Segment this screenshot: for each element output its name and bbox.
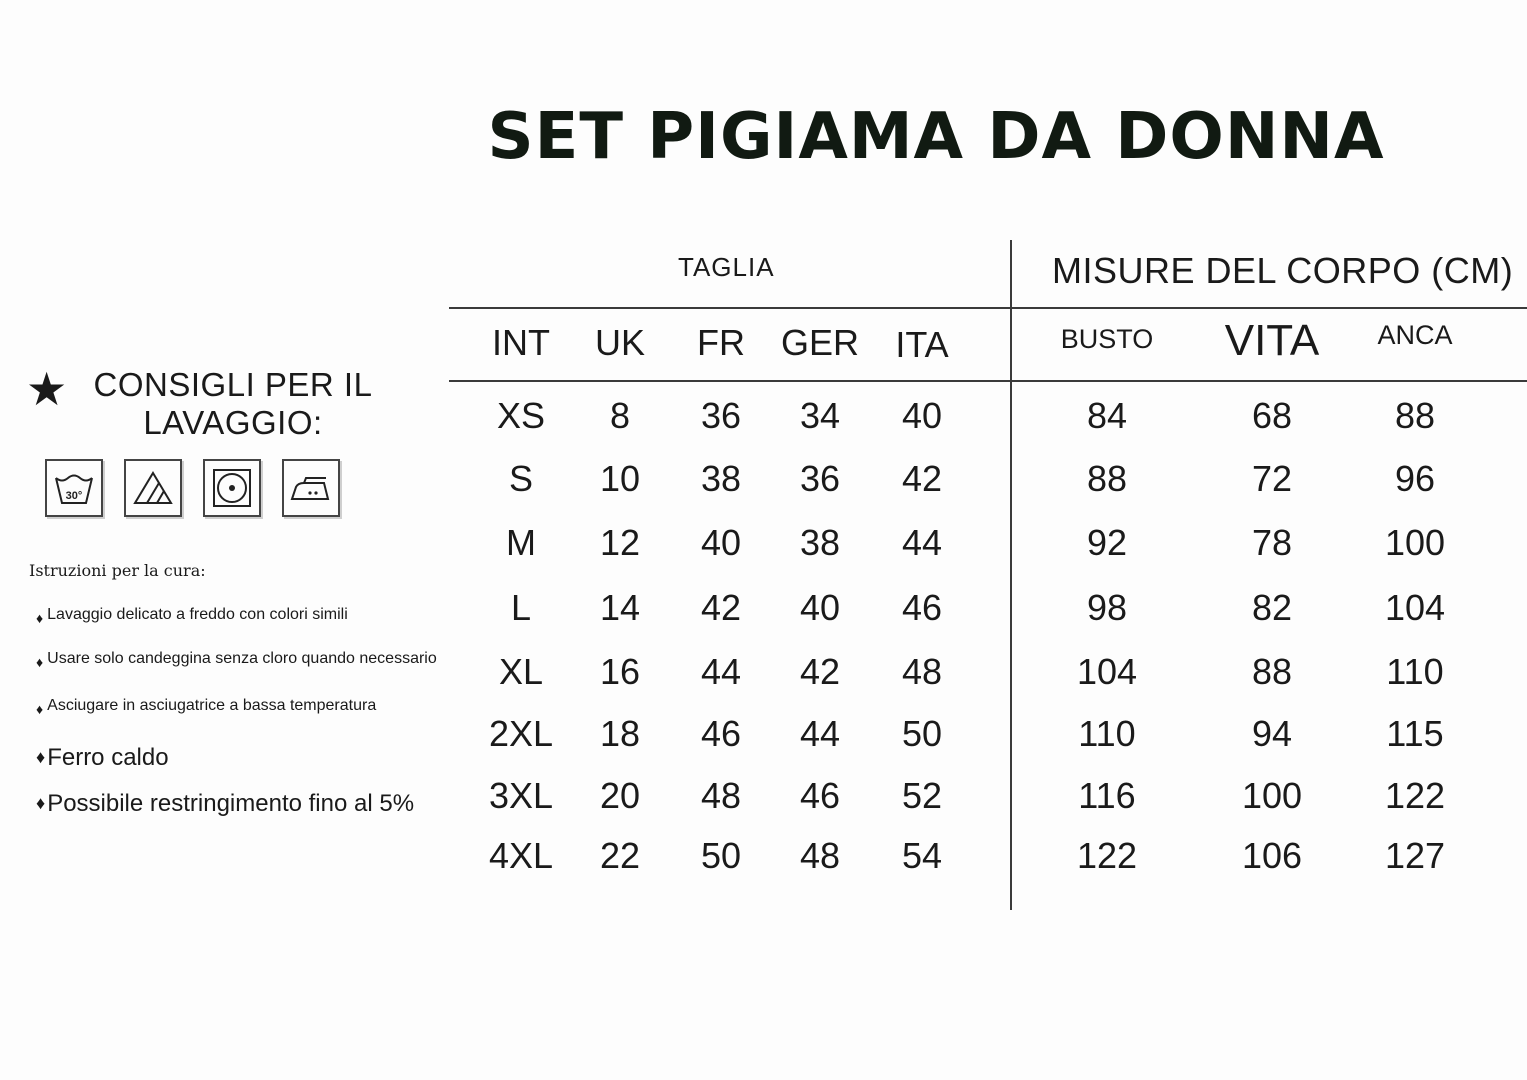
table-cell: XS: [496, 395, 546, 436]
table-cell: 22: [599, 835, 641, 876]
table-cell: 40: [901, 395, 943, 436]
wash-temp-label: 30°: [65, 490, 83, 502]
table-cell: 54: [901, 835, 943, 876]
table-cell: 92: [1086, 522, 1128, 563]
page-title: SET PIGIAMA DA DONNA: [487, 100, 1385, 174]
table-cell: 88: [1086, 458, 1128, 499]
column-header-uk: UK: [594, 322, 645, 363]
table-cell: 4XL: [488, 835, 554, 876]
table-cell: 94: [1251, 713, 1293, 754]
table-cell: 46: [799, 775, 841, 816]
table-cell: 84: [1086, 395, 1128, 436]
table-cell: 46: [901, 587, 943, 628]
table-cell: 44: [799, 713, 841, 754]
table-cell: 16: [599, 651, 641, 692]
table-cell: 46: [700, 713, 742, 754]
column-header-busto: BUSTO: [1060, 324, 1154, 354]
column-header-vita: VITA: [1224, 316, 1320, 365]
table-cell: 36: [799, 458, 841, 499]
column-header-ita: ITA: [895, 324, 949, 365]
table-cell: 42: [799, 651, 841, 692]
table-cell: 127: [1384, 835, 1446, 876]
column-header-int: INT: [492, 322, 550, 363]
table-cell: 48: [700, 775, 742, 816]
table-cell: 122: [1384, 775, 1446, 816]
diamond-icon: ♦: [36, 654, 44, 670]
instruction-item: ♦Possibile restringimento fino al 5%: [36, 790, 415, 817]
table-cell: 115: [1386, 713, 1444, 754]
table-cell: 82: [1251, 587, 1293, 628]
table-cell: 88: [1251, 651, 1293, 692]
table-cell: 8: [609, 395, 631, 436]
diamond-icon: ♦: [36, 747, 46, 767]
table-cell: 50: [700, 835, 742, 876]
table-cell: 50: [901, 713, 943, 754]
diamond-icon: ♦: [36, 701, 44, 717]
care-instructions-title: Istruzioni per la cura:: [29, 561, 206, 580]
table-cell: 42: [700, 587, 742, 628]
header-rule-bottom: [449, 380, 1527, 382]
column-divider: [1010, 240, 1012, 910]
instruction-item: ♦ Asciugare in asciugatrice a bassa temperatura: [36, 697, 377, 717]
star-icon: ★: [26, 363, 68, 415]
table-cell: 78: [1251, 522, 1293, 563]
table-cell: 104: [1076, 651, 1138, 692]
column-header-ger: GER: [780, 322, 859, 363]
table-cell: 38: [799, 522, 841, 563]
instruction-item: ♦ Lavaggio delicato a freddo con colori simili: [36, 606, 348, 626]
header-rule-top: [449, 307, 1527, 309]
table-cell: 10: [599, 458, 641, 499]
table-cell: 100: [1384, 522, 1446, 563]
diamond-icon: ♦: [36, 793, 46, 813]
table-cell: 110: [1078, 713, 1136, 754]
table-cell: 68: [1251, 395, 1293, 436]
table-cell: 48: [901, 651, 943, 692]
tumble-dry-icon: [203, 459, 261, 517]
table-cell: XL: [498, 651, 544, 692]
table-cell: 40: [799, 587, 841, 628]
table-cell: 2XL: [488, 713, 554, 754]
table-cell: 34: [799, 395, 841, 436]
table-cell: 52: [901, 775, 943, 816]
misure-group-header: MISURE DEL CORPO (CM): [1052, 250, 1514, 291]
table-cell: S: [508, 458, 533, 499]
table-cell: 104: [1384, 587, 1446, 628]
table-cell: 18: [599, 713, 641, 754]
table-cell: 116: [1078, 775, 1136, 816]
table-cell: 44: [700, 651, 742, 692]
column-header-fr: FR: [697, 322, 745, 363]
table-cell: 98: [1086, 587, 1128, 628]
diamond-icon: ♦: [36, 610, 44, 626]
table-cell: 14: [599, 587, 641, 628]
table-cell: 48: [799, 835, 841, 876]
table-cell: 42: [901, 458, 943, 499]
taglia-group-header: TAGLIA: [678, 252, 775, 282]
table-cell: 110: [1386, 651, 1444, 692]
washing-title: CONSIGLI PER IL LAVAGGIO:: [93, 366, 373, 441]
table-cell: 88: [1394, 395, 1436, 436]
table-cell: M: [506, 522, 536, 563]
table-cell: 72: [1251, 458, 1293, 499]
table-cell: 20: [599, 775, 641, 816]
instruction-item: ♦Ferro caldo: [36, 744, 169, 771]
table-cell: 36: [700, 395, 742, 436]
table-cell: 3XL: [488, 775, 554, 816]
table-cell: 40: [700, 522, 742, 563]
table-cell: 100: [1241, 775, 1303, 816]
table-cell: 106: [1241, 835, 1303, 876]
table-cell: 44: [901, 522, 943, 563]
table-cell: L: [510, 587, 532, 628]
table-cell: 96: [1394, 458, 1436, 499]
table-cell: 122: [1076, 835, 1138, 876]
bleach-triangle-icon: [124, 459, 182, 517]
table-cell: 38: [700, 458, 742, 499]
wash-30-icon: [45, 459, 103, 517]
table-cell: 12: [599, 522, 641, 563]
iron-icon: [282, 459, 340, 517]
column-header-anca: ANCA: [1377, 320, 1453, 350]
instruction-item: ♦ Usare solo candeggina senza cloro quando necessario: [36, 650, 437, 670]
